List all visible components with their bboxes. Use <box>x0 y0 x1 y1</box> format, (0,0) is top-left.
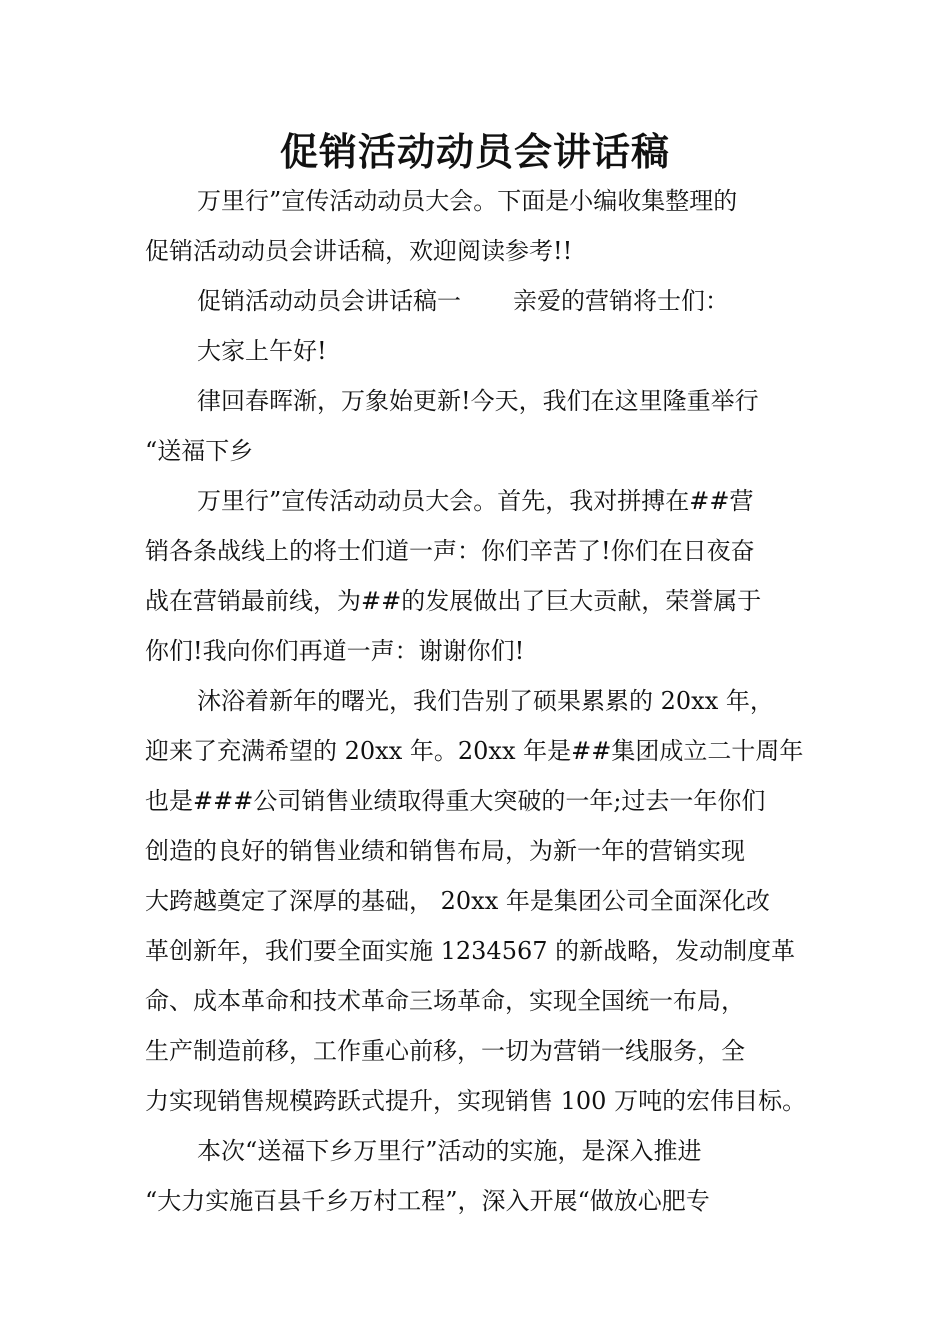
paragraph-line: 万里行”宣传活动动员大会。下面是小编收集整理的 <box>197 187 738 215</box>
paragraph-line: 律回春晖渐，万象始更新!今天，我们在这里隆重举行 <box>197 387 759 415</box>
paragraph-line: 大跨越奠定了深厚的基础， 20xx 年是集团公司全面深化改 <box>145 887 770 915</box>
paragraph-line: 也是###公司销售业绩取得重大突破的一年;过去一年你们 <box>145 787 766 815</box>
paragraph-line: 命、成本革命和技术革命三场革命，实现全国统一布局， <box>145 987 745 1015</box>
paragraph-line: 生产制造前移，工作重心前移，一切为营销一线服务，全 <box>145 1037 745 1065</box>
paragraph-line: 迎来了充满希望的 20xx 年。20xx 年是##集团成立二十周年 <box>145 737 804 765</box>
paragraph-line: 战在营销最前线，为##的发展做出了巨大贡献，荣誉属于 <box>145 587 762 615</box>
paragraph-line: 大家上午好! <box>197 337 327 365</box>
paragraph-line: 促销活动动员会讲话稿，欢迎阅读参考!! <box>145 237 573 265</box>
paragraph-line: 本次“送福下乡万里行”活动的实施，是深入推进 <box>197 1137 702 1165</box>
paragraph-line: 革创新年，我们要全面实施 1234567 的新战略，发动制度革 <box>145 937 796 965</box>
paragraph-line: 沐浴着新年的曙光，我们告别了硕果累累的 20xx 年， <box>197 687 774 715</box>
paragraph-line: 创造的良好的销售业绩和销售布局，为新一年的营销实现 <box>145 837 745 865</box>
paragraph-line: “大力实施百县千乡万村工程”，深入开展“做放心肥专 <box>145 1187 710 1215</box>
paragraph-line: “送福下乡 <box>145 437 254 465</box>
document-title: 促销活动动员会讲话稿 <box>279 129 670 174</box>
paragraph-line: 销各条战线上的将士们道一声：你们辛苦了!你们在日夜奋 <box>145 537 755 565</box>
section-heading: 促销活动动员会讲话稿一 <box>197 287 461 315</box>
paragraph-line: 万里行”宣传活动动员大会。首先，我对拼搏在##营 <box>197 487 754 515</box>
document-body <box>145 176 815 1226</box>
paragraph-line <box>145 276 815 326</box>
paragraph-line: 力实现销售规模跨跃式提升，实现销售 100 万吨的宏伟目标。 <box>145 1087 807 1115</box>
salutation: 亲爱的营销将士们： <box>513 287 729 315</box>
paragraph-line: 你们!我向你们再道一声：谢谢你们! <box>145 637 525 665</box>
